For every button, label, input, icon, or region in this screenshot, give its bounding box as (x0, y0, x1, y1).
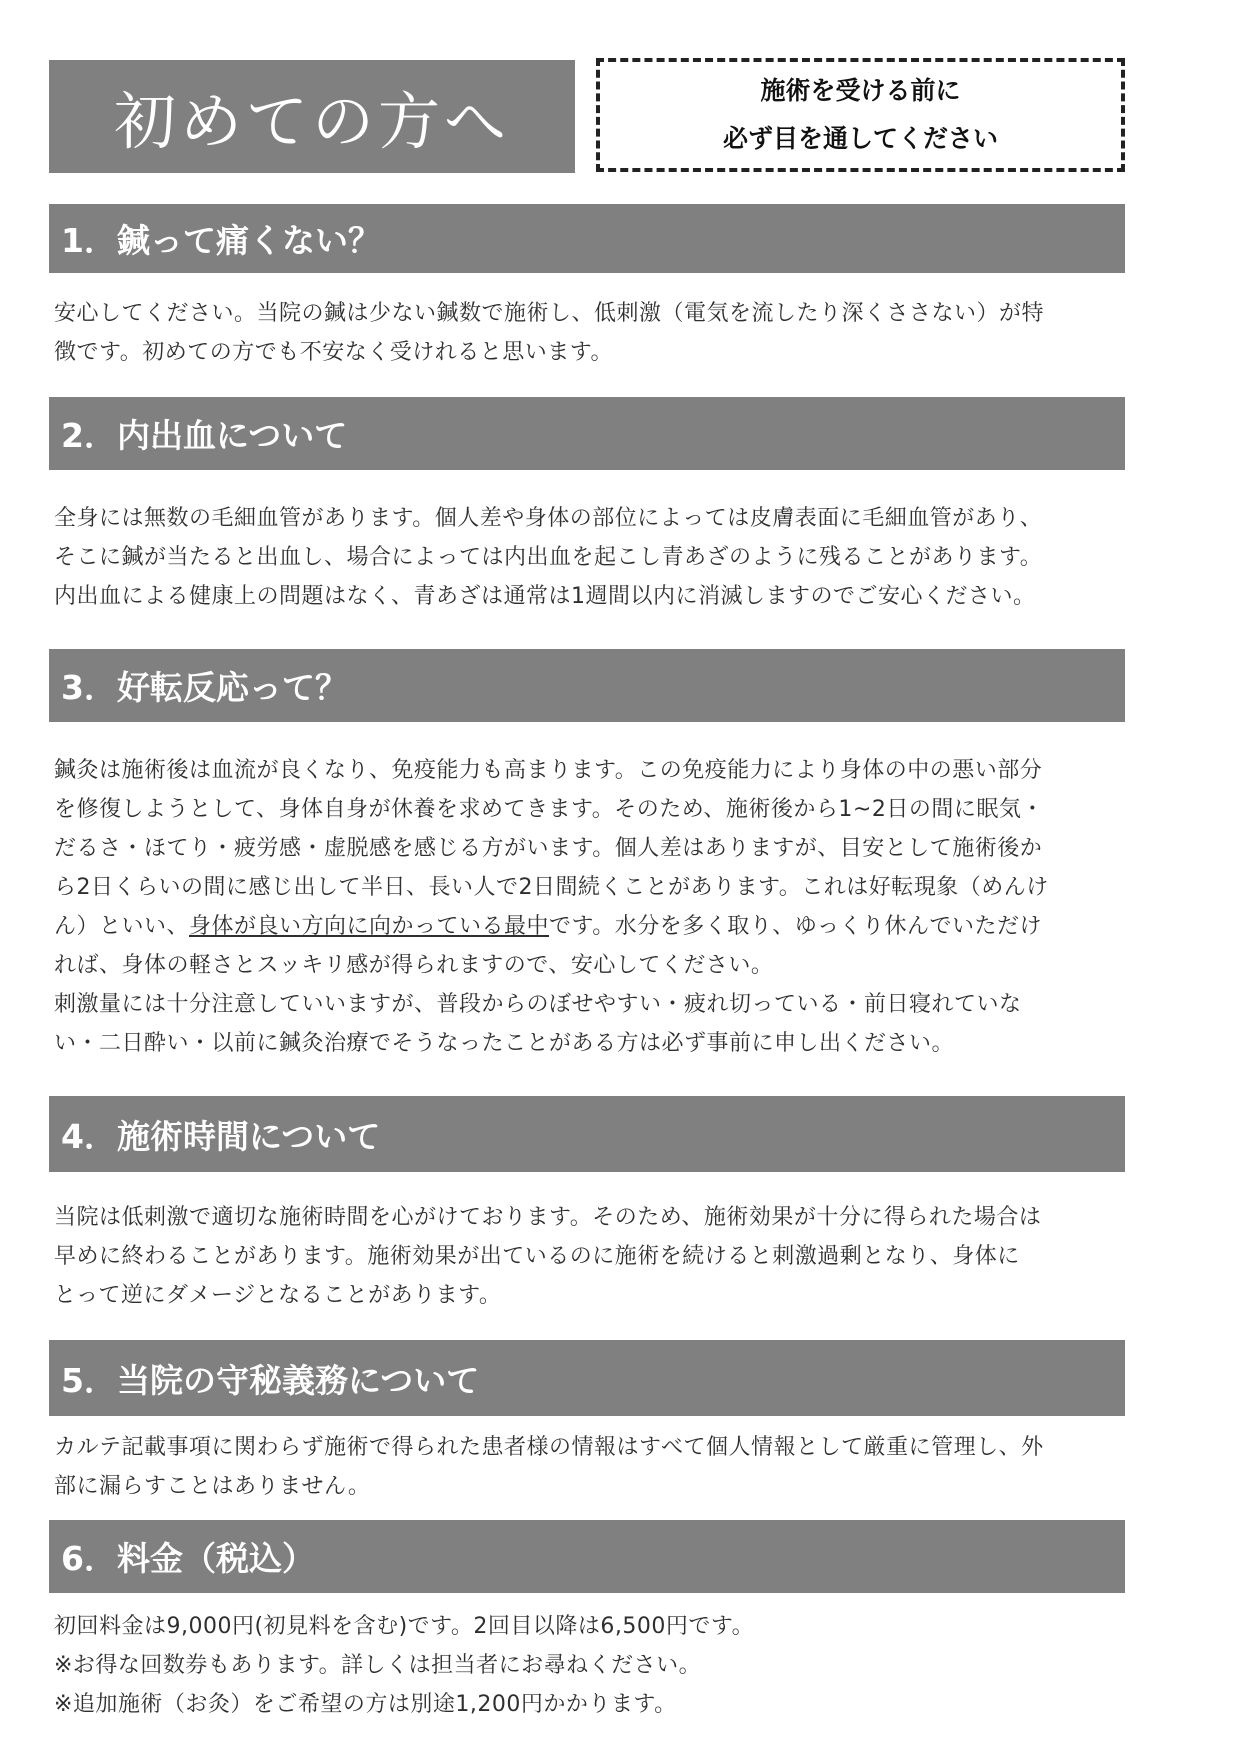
section-1-body (54, 294, 1124, 372)
section-1-line: 安心してください。当院の鍼は少ない鍼数で施術し、低刺激（電気を流したり深くささない）が特 (54, 301, 1045, 326)
section-4-line: とって逆にダメージとなることがあります。 (54, 1283, 502, 1308)
section-2-line: 全身には無数の毛細血管があります。個人差や身体の部位によっては皮膚表面に毛細血管があり、 (54, 506, 1043, 531)
section-6-line: 初回料金は9,000円(初見料を含む)です。2回目以降は6,500円です。 (54, 1614, 755, 1639)
section-2-heading: 2．内出血について (49, 397, 1125, 470)
section-6-line: ※追加施術（お灸）をご希望の方は別途1,200円かかります。 (54, 1692, 677, 1717)
section-3-line: ら2日くらいの間に感じ出して半日、長い人で2日間続くことがあります。これは好転現象（めんけ (54, 875, 1049, 900)
section-1-line: 徴です。初めての方でも不安なく受けれると思います。 (54, 340, 613, 365)
underlined-phrase: 身体が良い方向に向かっている最中 (189, 914, 550, 939)
section-5-body (54, 1428, 1124, 1506)
section-3-line: 鍼灸は施術後は血流が良くなり、免疫能力も高まります。この免疫能力により身体の中の悪い部分 (54, 758, 1043, 783)
section-4-line: 当院は低刺激で適切な施術時間を心がけております。そのため、施術効果が十分に得られた場合は (54, 1205, 1042, 1230)
section-3-line (54, 907, 1124, 946)
section-2-line: そこに鍼が当たると出血し、場合によっては内出血を起こし青あざのように残ることがあります。 (54, 545, 1043, 570)
section-6-heading: 6．料金（税込） (49, 1520, 1125, 1593)
section-5-line: 部に漏らすことはありません。 (54, 1474, 371, 1499)
section-3-line: い・二日酔い・以前に鍼灸治療でそうなったことがある方は必ず事前に申し出ください。 (54, 1031, 955, 1056)
section-3-heading: 3．好転反応って？ (49, 649, 1125, 722)
notice-box (596, 58, 1125, 172)
section-5-heading: 5．当院の守秘義務について (49, 1340, 1125, 1416)
section-3-line: だるさ・ほてり・疲労感・虚脱感を感じる方がいます。個人差はありますが、目安として施術後か (54, 836, 1043, 861)
section-1-heading: 1．鍼って痛くない？ (49, 204, 1125, 273)
section-6-line: ※お得な回数券もあります。詳しくは担当者にお尋ねください。 (54, 1653, 702, 1678)
notice-line-1: 施術を受ける前に (760, 76, 961, 105)
section-3-text: です。水分を多く取り、ゆっくり休んでいただけ (549, 914, 1043, 939)
section-4-body (54, 1198, 1124, 1315)
section-4-line: 早めに終わることがあります。施術効果が出ているのに施術を続けると刺激過剰となり、身体に (54, 1244, 1020, 1269)
section-3-line: 刺激量には十分注意していいますが、普段からのぼせやすい・疲れ切っている・前日寝れていな (54, 992, 1022, 1017)
notice-line-2: 必ず目を通してください (722, 124, 998, 153)
section-2-line: 内出血による健康上の問題はなく、青あざは通常は1週間以内に消滅しますのでご安心ください。 (54, 584, 1036, 609)
page-title: 初めての方へ (49, 60, 575, 173)
section-2-body (54, 499, 1124, 616)
section-3-body (54, 751, 1124, 1063)
section-3-line: れば、身体の軽さとスッキリ感が得られますので、安心してください。 (54, 953, 774, 978)
section-3-line: を修復しようとして、身体自身が休養を求めてきます。そのため、施術後から1~2日の間に眠気・ (54, 797, 1044, 822)
section-6-body (54, 1607, 1124, 1724)
section-3-text: ん）といい、 (54, 914, 190, 939)
section-4-heading: 4．施術時間について (49, 1096, 1125, 1172)
section-5-line: カルテ記載事項に関わらず施術で得られた患者様の情報はすべて個人情報として厳重に管理し、外 (54, 1435, 1044, 1460)
